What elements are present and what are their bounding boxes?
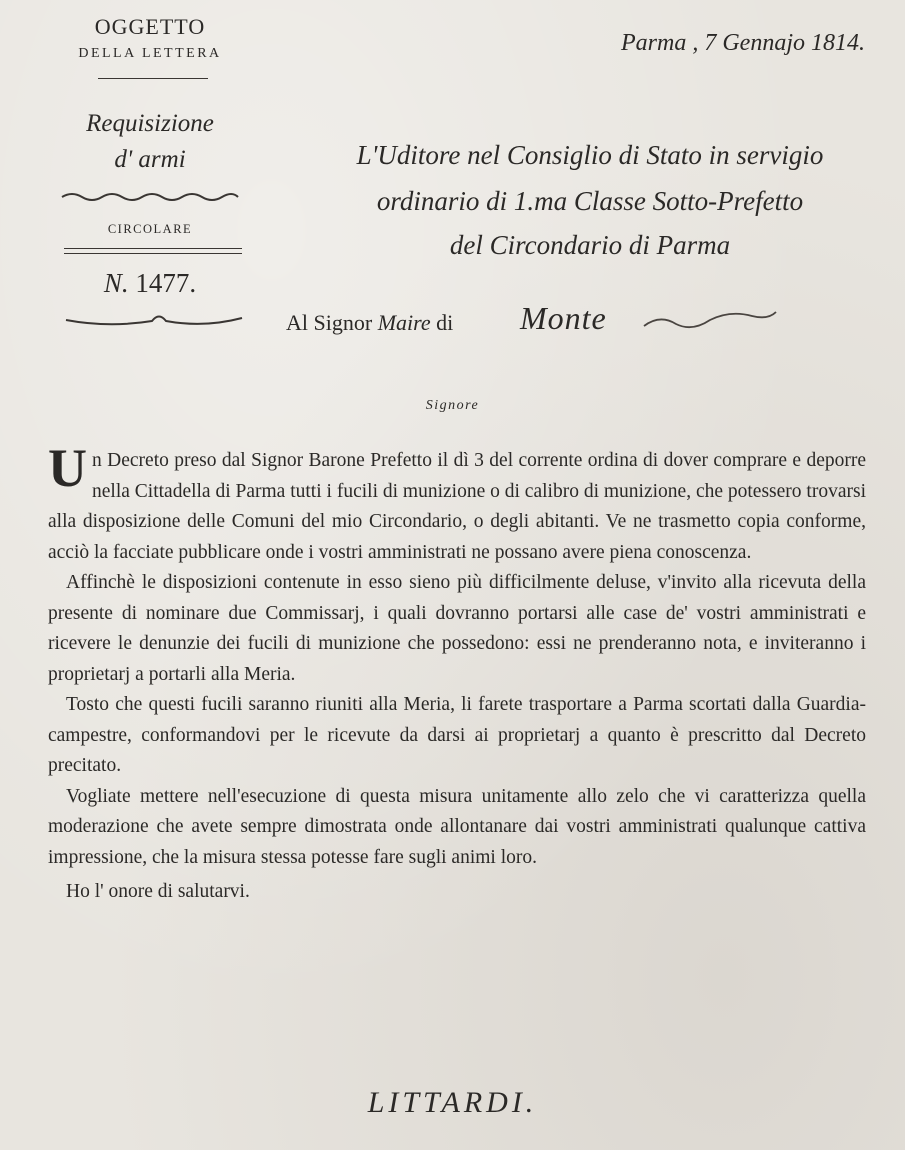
letter-body	[48, 438, 866, 908]
signature: LITTARDI.	[367, 1086, 538, 1119]
circular-number	[0, 268, 300, 299]
sender-heading-line-3: del Circondario di Parma	[449, 230, 731, 260]
number-prefix: N.	[103, 268, 129, 298]
drop-cap: U	[48, 438, 87, 498]
number-value: 1477.	[135, 268, 197, 298]
subject-line-1: Requisizione	[86, 110, 214, 137]
paragraph-4: Vogliate mettere nell'esecuzione di questa misura unitamente allo zelo che vi caratterizza quella moderazione che avete sempre dimostrata onde allontanare dai vostri amministrati qualunque cattiva impressione, che la misura stessa potesse fare sugli animi loro.	[48, 785, 866, 868]
ornamental-wave-divider	[60, 190, 240, 204]
paragraph-1	[48, 438, 866, 568]
salutation: Signore	[425, 398, 480, 413]
sender-heading-line-2: ordinario di 1.ma Classe Sotto-Prefetto	[376, 186, 804, 216]
addressee-suffix: di	[436, 310, 454, 335]
subject-line-2: d' armi	[114, 146, 186, 173]
divider	[98, 78, 208, 79]
divider	[64, 248, 242, 249]
addressee-line	[286, 310, 453, 336]
addressee-title: Maire	[377, 310, 431, 335]
ornamental-swash	[64, 310, 244, 330]
divider	[64, 253, 242, 254]
oggetto-label: OGGETTO	[94, 14, 206, 39]
paragraph-1-text: n Decreto preso dal Signor Barone Prefetto il dì 3 del corrente ordina di dover comprare e deporre nella Cittadella di Parma tutti i fucili di munizione o di calibro di munizione, che potessero trovarsi alla disposizione delle Comuni del mio Circondario, o degli abitanti. Ve ne trasmetto copia conforme, acciò la facciate pubblicare onde i vostri amministrati ne possano avere piena conoscenza.	[48, 450, 866, 563]
della-lettera-label: DELLA LETTERA	[78, 46, 222, 61]
letter-date: Parma , 7 Gennajo 1814.	[621, 30, 865, 56]
addressee-prefix: Al Signor	[286, 310, 373, 335]
sender-heading-line-1: L'Uditore nel Consiglio di Stato in servigio	[356, 140, 824, 170]
handwriting-flourish	[640, 306, 780, 336]
circolare-label: CIRCOLARE	[107, 222, 193, 236]
paragraph-2: Affinchè le disposizioni contenute in esso sieno più difficilmente deluse, v'invito alla ricevuta della presente di nominare due Commissarj, i quali dovranno portarsi alle case de' vostri amministrati e ricevere le denunzie dei fucili di munizione che possedono: essi ne prenderanno nota, e inviteranno i proprietarj a portarli alla Meria.	[48, 572, 866, 685]
handwritten-commune-name: Monte	[520, 300, 607, 336]
paragraph-3: Tosto che questi fucili saranno riuniti alla Meria, li farete trasportare a Parma scortati dalla Guardia-campestre, conformandovi per le ricevute da darsi ai proprietarj a quanto è prescritto dal Decreto precitato.	[48, 694, 866, 776]
paragraph-5: Ho l' onore di salutarvi.	[66, 881, 250, 902]
